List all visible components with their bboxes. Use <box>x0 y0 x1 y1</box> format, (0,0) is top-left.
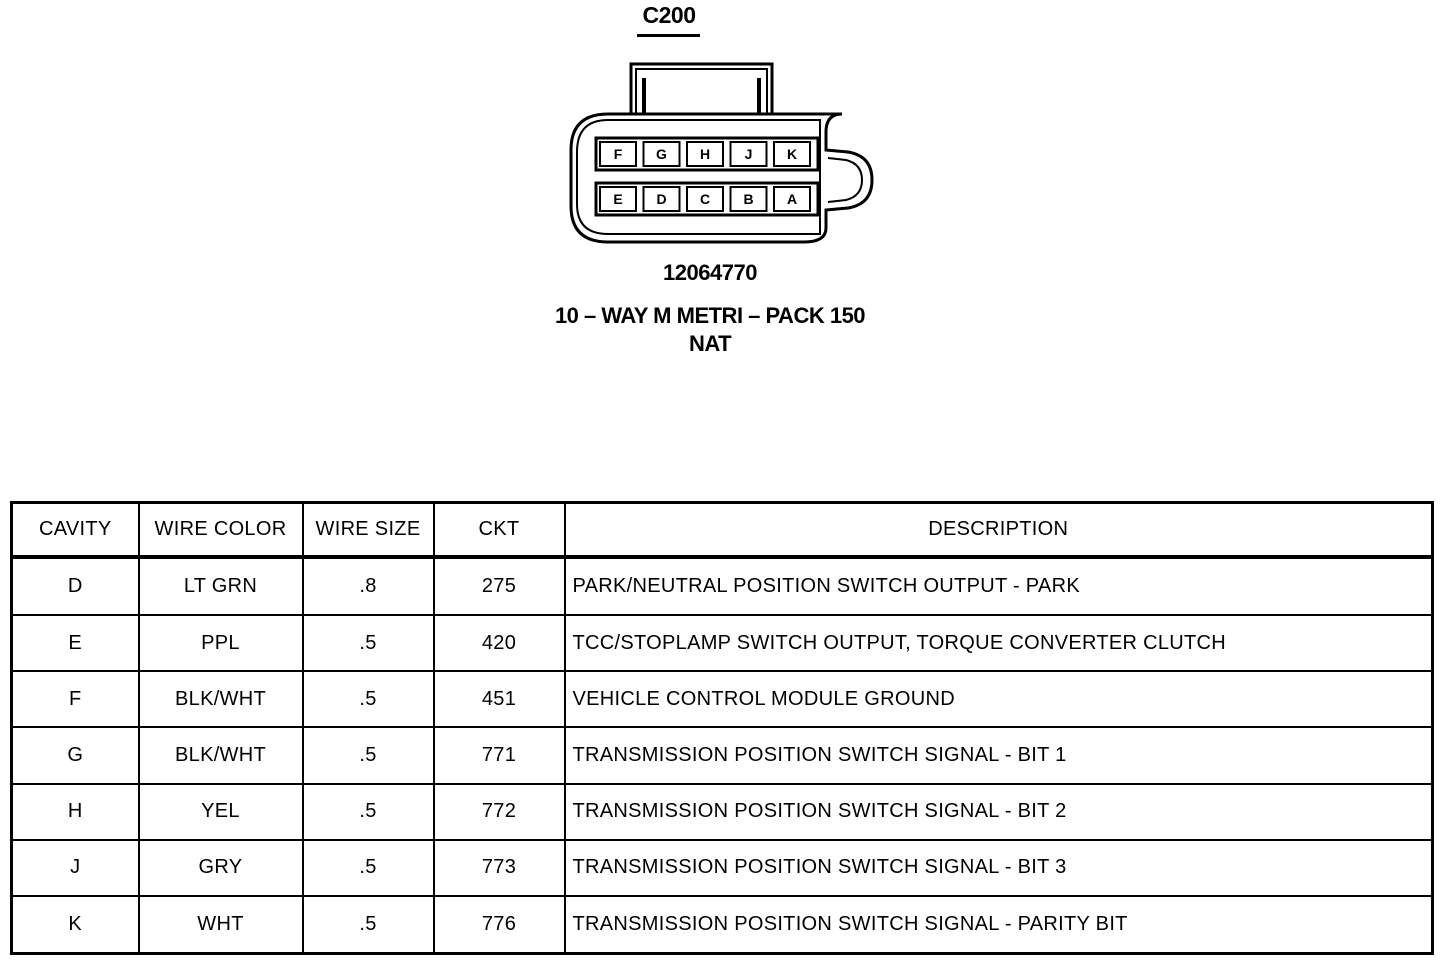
cell-wire-size: .5 <box>303 671 434 727</box>
pin-label: E <box>613 191 623 207</box>
cell-description: TRANSMISSION POSITION SWITCH SIGNAL - BIT 3 <box>565 840 1433 896</box>
cell-description: TCC/STOPLAMP SWITCH OUTPUT, TORQUE CONVERTER CLUTCH <box>565 615 1433 671</box>
header-description: DESCRIPTION <box>565 503 1433 557</box>
cell-ckt: 773 <box>434 840 565 896</box>
pin-label: D <box>656 191 667 207</box>
cell-cavity: D <box>12 557 139 615</box>
pin-label: G <box>656 146 667 162</box>
cell-wire-color: WHT <box>139 896 303 953</box>
table-row <box>12 840 1433 896</box>
cell-cavity: G <box>12 727 139 783</box>
cell-description: TRANSMISSION POSITION SWITCH SIGNAL - BIT 2 <box>565 784 1433 840</box>
connector-description <box>500 302 920 358</box>
cell-cavity: H <box>12 784 139 840</box>
cell-wire-color: GRY <box>139 840 303 896</box>
pin-label: A <box>786 191 798 207</box>
cell-description: PARK/NEUTRAL POSITION SWITCH OUTPUT - PARK <box>565 557 1433 615</box>
pin-label: J <box>744 146 753 162</box>
cell-ckt: 776 <box>434 896 565 953</box>
header-cavity: CAVITY <box>12 503 139 557</box>
cell-ckt: 451 <box>434 671 565 727</box>
cell-wire-color: BLK/WHT <box>139 727 303 783</box>
table-row <box>12 671 1433 727</box>
cell-ckt: 420 <box>434 615 565 671</box>
header-wire-color: WIRE COLOR <box>139 503 303 557</box>
table-row <box>12 727 1433 783</box>
connector-part-number: 12064770 <box>663 260 757 285</box>
cell-cavity: F <box>12 671 139 727</box>
cell-wire-size: .5 <box>303 784 434 840</box>
table-row <box>12 615 1433 671</box>
pin-label: C <box>699 191 711 207</box>
cell-wire-color: LT GRN <box>139 557 303 615</box>
pin-label: H <box>699 146 711 162</box>
cell-wire-color: BLK/WHT <box>139 671 303 727</box>
cell-cavity: K <box>12 896 139 953</box>
cell-description: TRANSMISSION POSITION SWITCH SIGNAL - PARITY BIT <box>565 896 1433 953</box>
cell-wire-color: PPL <box>139 615 303 671</box>
connector-housing <box>571 114 872 242</box>
table-row <box>12 784 1433 840</box>
cell-wire-color: YEL <box>139 784 303 840</box>
header-ckt: CKT <box>434 503 565 557</box>
table-header-row <box>12 503 1433 557</box>
cell-ckt: 275 <box>434 557 565 615</box>
connector-face-diagram <box>560 56 880 248</box>
table-row <box>12 896 1433 953</box>
cell-wire-size: .5 <box>303 840 434 896</box>
cell-cavity: J <box>12 840 139 896</box>
cell-ckt: 771 <box>434 727 565 783</box>
cell-wire-size: .5 <box>303 615 434 671</box>
cell-wire-size: .8 <box>303 557 434 615</box>
table-row <box>12 557 1433 615</box>
connector-pinout-table <box>10 501 1434 955</box>
pin-label: F <box>613 146 623 162</box>
pin-label: K <box>786 146 798 162</box>
connector-type: 10 – WAY M METRI – PACK 150 <box>554 303 866 328</box>
cell-description: TRANSMISSION POSITION SWITCH SIGNAL - BIT 1 <box>565 727 1433 783</box>
pin-label: B <box>743 191 754 207</box>
cell-ckt: 772 <box>434 784 565 840</box>
title-underline <box>637 34 700 37</box>
connector-color: NAT <box>688 331 732 356</box>
cell-description: VEHICLE CONTROL MODULE GROUND <box>565 671 1433 727</box>
cell-wire-size: .5 <box>303 896 434 953</box>
cell-cavity: E <box>12 615 139 671</box>
header-wire-size: WIRE SIZE <box>303 503 434 557</box>
cell-wire-size: .5 <box>303 727 434 783</box>
connector-title: C200 <box>642 2 696 28</box>
